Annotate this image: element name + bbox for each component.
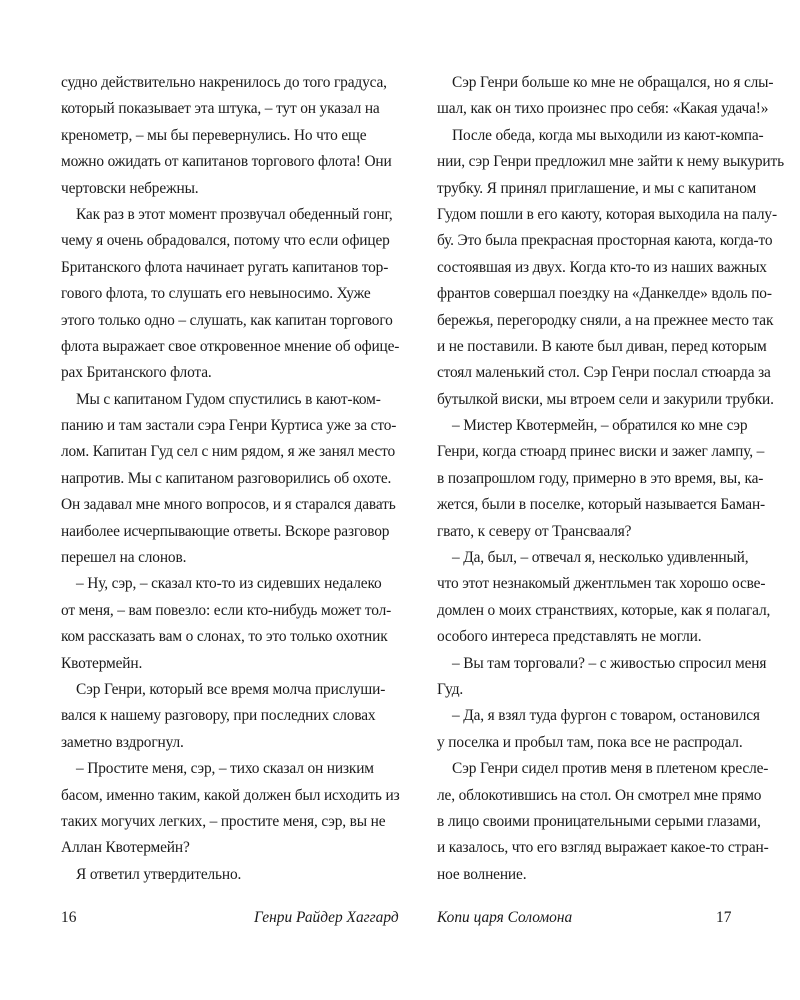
text-line: этого только одно – слушать, как капитан торгового <box>61 311 393 329</box>
text-line: Квотермейн. <box>61 654 143 672</box>
text-line: что этот незнакомый джентльмен так хорошо осве- <box>437 575 766 593</box>
text-line: который показывает эта штука, – тут он указал на <box>61 100 380 118</box>
text-line: Он задавал мне много вопросов, и я старался давать <box>61 496 396 514</box>
text-line: в лицо своими проницательными серыми глазами, <box>437 812 761 830</box>
text-line: заметно вздрогнул. <box>61 733 184 751</box>
text-line: напротив. Мы с капитаном разговорились об охоте. <box>61 469 392 487</box>
text-line: наиболее исчерпывающие ответы. Вскоре разговор <box>61 522 390 540</box>
text-line: Я ответил утвердительно. <box>76 865 242 883</box>
text-line: и не поставили. В каюте был диван, перед которым <box>437 337 767 355</box>
text-line: панию и там застали сэра Генри Куртиса уже за сто- <box>61 417 397 435</box>
text-line: домлен о моих странствиях, которые, как я полагал, <box>437 601 771 619</box>
text-line: гового флота, то слушать его невыносимо. Хуже <box>61 285 371 303</box>
text-line: особого интереса представлять не могли. <box>437 628 702 646</box>
text-line: ком рассказать вам о слонах, то это только охотник <box>61 628 388 646</box>
text-line: нии, сэр Генри предложил мне зайти к нему выкурить <box>437 153 784 171</box>
text-line: Мы с капитаном Гудом спустились в кают-ком- <box>76 390 381 408</box>
text-line: Сэр Генри, который все время молча прислуши- <box>76 680 386 698</box>
text-line: чертовски небрежны. <box>61 179 199 197</box>
text-line: и казалось, что его взгляд выражает какое-то стран- <box>437 839 769 857</box>
text-line: можно ожидать от капитанов торгового флота! Они <box>61 153 392 171</box>
text-line: басом, именно таким, какой должен был исходить из <box>61 786 400 804</box>
text-line: трубку. Я принял приглашение, и мы с капитаном <box>437 179 757 197</box>
text-line: После обеда, когда мы выходили из кают-компа- <box>452 126 764 144</box>
text-line: бутылкой виски, мы втроем сели и закурили трубки. <box>437 390 774 408</box>
text-line: бережья, перегородку сняли, а на прежнее место так <box>437 311 774 329</box>
text-line: ное волнение. <box>437 865 527 883</box>
text-line: гвато, к северу от Трансвааля? <box>437 522 632 540</box>
text-line: состоявшая из двух. Когда кто-то из наших важных <box>437 258 767 276</box>
text-line: перешел на слонов. <box>61 549 187 567</box>
text-line: в позапрошлом году, примерно в это время, вы, ка- <box>437 469 764 487</box>
left-page-number: 16 <box>61 909 77 926</box>
text-line: Гудом пошли в его каюту, которая выходила на палу- <box>437 205 777 223</box>
text-line: франтов совершал поездку на «Данкелде» вдоль по- <box>437 285 772 303</box>
text-line: таких могучих легких, – простите меня, сэр, вы не <box>61 812 386 830</box>
text-line: ле, облокотившись на стол. Он смотрел мне прямо <box>437 786 762 804</box>
text-line: вался к нашему разговору, при последних словах <box>61 707 376 725</box>
text-line: рах Британского флота. <box>61 364 212 382</box>
text-line: – Да, был, – отвечал я, несколько удивленный, <box>452 549 749 567</box>
text-line: Генри, когда стюард принес виски и зажег лампу, – <box>437 443 765 461</box>
text-line: бу. Это была прекрасная просторная каюта, когда-то <box>437 232 773 250</box>
text-line: лом. Капитан Гуд сел с ним рядом, я же занял место <box>61 443 396 461</box>
text-line: шал, как он тихо произнес про себя: «Какая удача!» <box>437 100 769 118</box>
text-line: флота выражает свое откровенное мнение об офице- <box>61 337 400 355</box>
text-line: – Ну, сэр, – сказал кто-то из сидевших недалеко <box>76 575 382 593</box>
text-line: Гуд. <box>437 680 464 698</box>
left-running-head: Генри Райдер Хаггард <box>254 909 399 926</box>
right-page-number: 17 <box>716 909 732 926</box>
text-line: от меня, – вам повезло: если кто-нибудь может тол- <box>61 601 392 619</box>
text-line: чему я очень обрадовался, потому что если офицер <box>61 232 390 250</box>
right-page <box>437 70 784 888</box>
text-line: жется, были в поселке, который называется Баман- <box>437 496 766 514</box>
text-line: стоял маленький стол. Сэр Генри послал стюарда за <box>437 364 771 382</box>
left-page <box>61 70 400 888</box>
text-line: Как раз в этот момент прозвучал обеденный гонг, <box>76 205 393 223</box>
text-line: – Вы там торговали? – с живостью спросил меня <box>452 654 767 672</box>
text-line: – Простите меня, сэр, – тихо сказал он низким <box>76 760 374 778</box>
text-line: судно действительно накренилось до того градуса, <box>61 74 387 91</box>
text-line: Сэр Генри сидел против меня в плетеном кресле- <box>452 760 769 778</box>
right-running-head: Копи царя Соломона <box>437 909 573 926</box>
text-line: Британского флота начинает ругать капитанов тор- <box>61 258 389 276</box>
text-line: Сэр Генри больше ко мне не обращался, но я слы- <box>452 74 774 91</box>
text-line: – Мистер Квотермейн, – обратился ко мне сэр <box>452 417 748 435</box>
text-line: – Да, я взял туда фургон с товаром, остановился <box>452 707 760 725</box>
text-line: Аллан Квотермейн? <box>61 839 190 857</box>
text-line: у поселка и пробыл там, пока все не распродал. <box>437 733 743 751</box>
text-line: кренометр, – мы бы перевернулись. Но что еще <box>61 126 367 144</box>
